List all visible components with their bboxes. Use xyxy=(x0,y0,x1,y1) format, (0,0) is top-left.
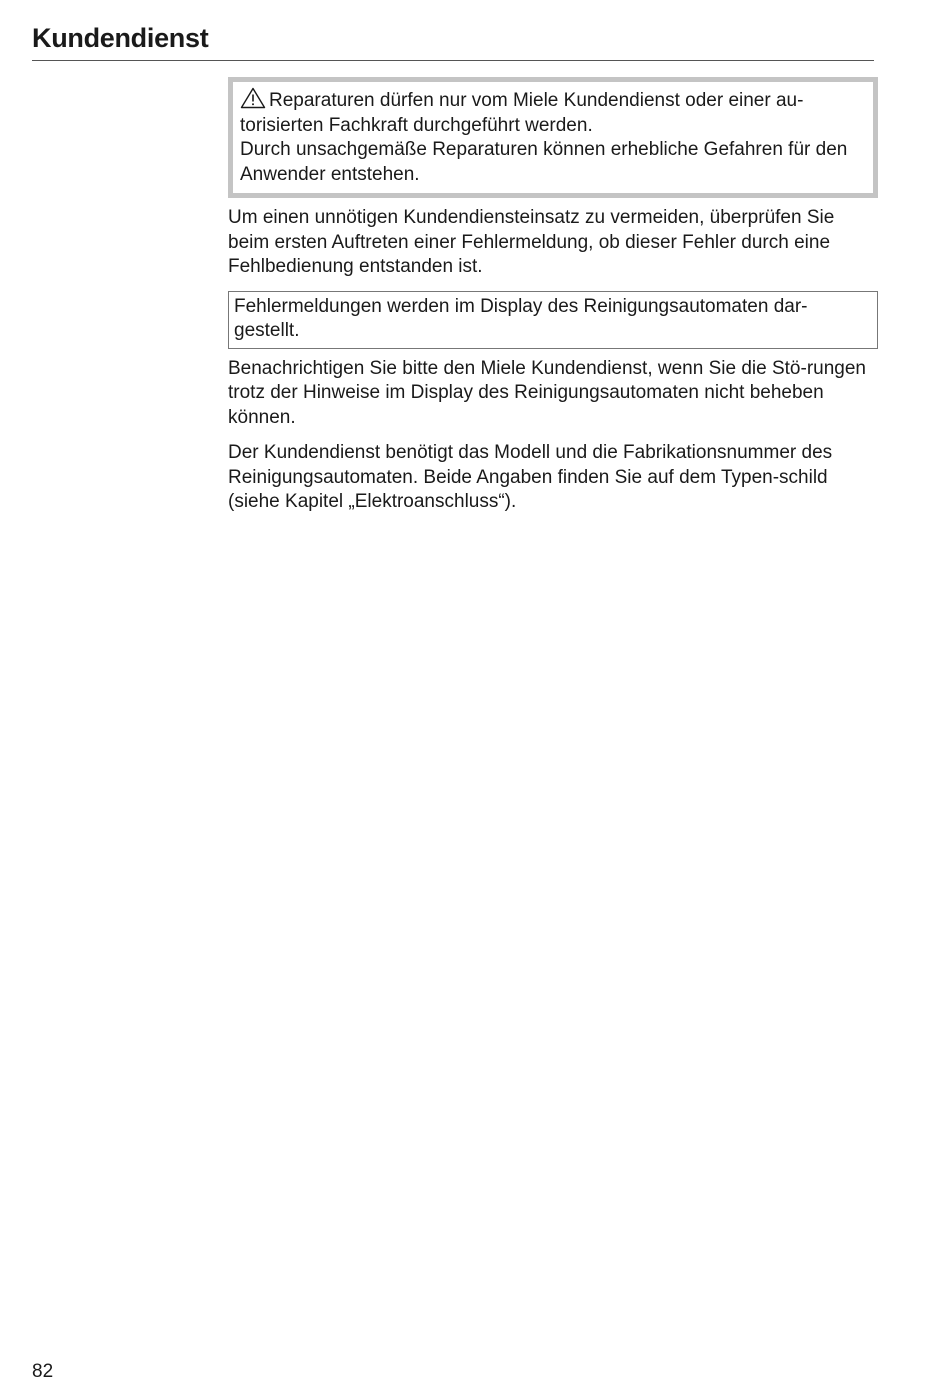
warning-line-1: Reparaturen dürfen nur vom Miele Kundendienst oder einer au-torisierten Fachkraft durchgeführt werden. xyxy=(240,90,804,136)
warning-text-1 xyxy=(240,87,865,138)
title-divider xyxy=(32,60,874,61)
paragraph-model-info: Der Kundendienst benötigt das Modell und die Fabrikationsnummer des Reinigungsautomaten. Beide Angaben finden Sie auf dem Typen-schild (siehe Kapitel „Elektroanschluss“). xyxy=(228,442,833,512)
paragraph-contact-service: Benachrichtigen Sie bitte den Miele Kundendienst, wenn Sie die Stö-rungen trotz der Hinweise im Display des Reinigungsautomaten nicht beheben können. xyxy=(228,357,866,428)
warning-box xyxy=(228,77,878,198)
warning-line-2: Durch unsachgemäße Reparaturen können erhebliche Gefahren für den Anwender entstehen. xyxy=(240,139,848,185)
note-box xyxy=(228,291,878,349)
page-title: Kundendienst xyxy=(32,23,209,53)
warning-triangle-icon xyxy=(240,87,266,109)
page-number: 82 xyxy=(32,1361,54,1382)
main-content xyxy=(228,77,878,526)
paragraph-error-check: Um einen unnötigen Kundendiensteinsatz zu vermeiden, überprüfen Sie beim ersten Auftreten einer Fehlermeldung, ob dieser Fehler durch eine Fehlbedienung entstanden ist. xyxy=(228,207,835,277)
note-text: Fehlermeldungen werden im Display des Reinigungsautomaten dar-gestellt. xyxy=(234,295,808,341)
